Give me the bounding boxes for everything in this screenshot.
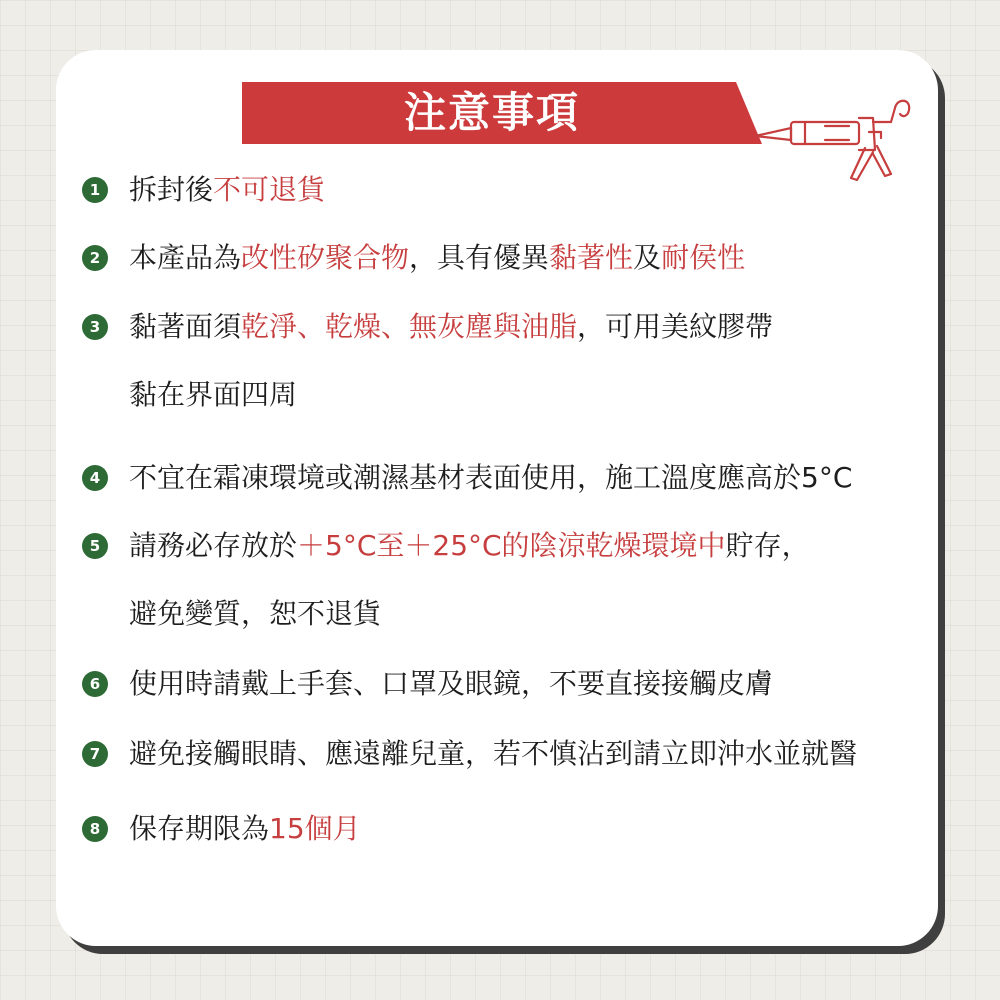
notice-item-continuation: [82, 591, 942, 637]
notice-item: [82, 661, 942, 707]
text-segment: 不宜在霜凍環境或潮濕基材表面使用，施工溫度應高於5°C: [129, 461, 853, 494]
notice-text: [129, 235, 745, 281]
page-title: 注意事項: [403, 88, 580, 137]
notice-item: [82, 455, 942, 501]
notice-item-continuation: [82, 372, 942, 418]
text-segment: 黏在界面四周: [129, 378, 298, 411]
text-segment: 避免變質，恕不退貨: [129, 597, 382, 630]
number-badge: 2: [82, 245, 108, 271]
number-badge: 1: [82, 177, 108, 203]
notice-text: [129, 523, 810, 569]
notice-text: [129, 304, 773, 350]
number-badge: 7: [82, 741, 108, 767]
text-segment: 黏著面須: [129, 310, 242, 343]
notice-item: [82, 167, 942, 213]
number-badge: 4: [82, 465, 108, 491]
text-segment: 請務必存放於: [129, 529, 298, 562]
notice-text: [129, 372, 297, 418]
text-segment: ，具有優異: [409, 241, 550, 274]
text-segment: 拆封後: [129, 173, 214, 206]
text-segment: 避免接觸眼睛、應遠離兒童，若不慎沾到請立即沖水並就醫: [129, 737, 858, 770]
highlighted-text: 耐侯性: [661, 241, 746, 274]
highlighted-text: 黏著性: [549, 241, 634, 274]
highlighted-text: 15個月: [269, 812, 361, 845]
notice-text: [129, 591, 381, 637]
notice-item: [82, 731, 942, 777]
notice-item: [82, 523, 942, 569]
notice-text: [129, 167, 325, 213]
notice-text: [129, 455, 852, 501]
number-badge: 6: [82, 671, 108, 697]
number-badge: 5: [82, 533, 108, 559]
number-badge: 3: [82, 314, 108, 340]
highlighted-text: 不可退貨: [213, 173, 326, 206]
highlighted-text: ＋5°C至＋25°C的陰涼乾燥環境中: [297, 529, 726, 562]
number-badge: 8: [82, 816, 108, 842]
notice-text: [129, 661, 773, 707]
highlighted-text: 乾淨、乾燥、無灰塵與油脂: [241, 310, 578, 343]
highlighted-text: 改性矽聚合物: [241, 241, 410, 274]
text-segment: 保存期限為: [129, 812, 270, 845]
text-segment: 本產品為: [129, 241, 242, 274]
text-segment: 使用時請戴上手套、口罩及眼鏡，不要直接接觸皮膚: [129, 667, 774, 700]
notice-item: [82, 235, 942, 281]
text-segment: ，可用美紋膠帶: [577, 310, 774, 343]
notice-text: [129, 731, 857, 777]
notice-item: [82, 806, 942, 852]
notice-text: [129, 806, 361, 852]
text-segment: 貯存，: [725, 529, 810, 562]
notice-item: [82, 304, 942, 350]
text-segment: 及: [633, 241, 662, 274]
